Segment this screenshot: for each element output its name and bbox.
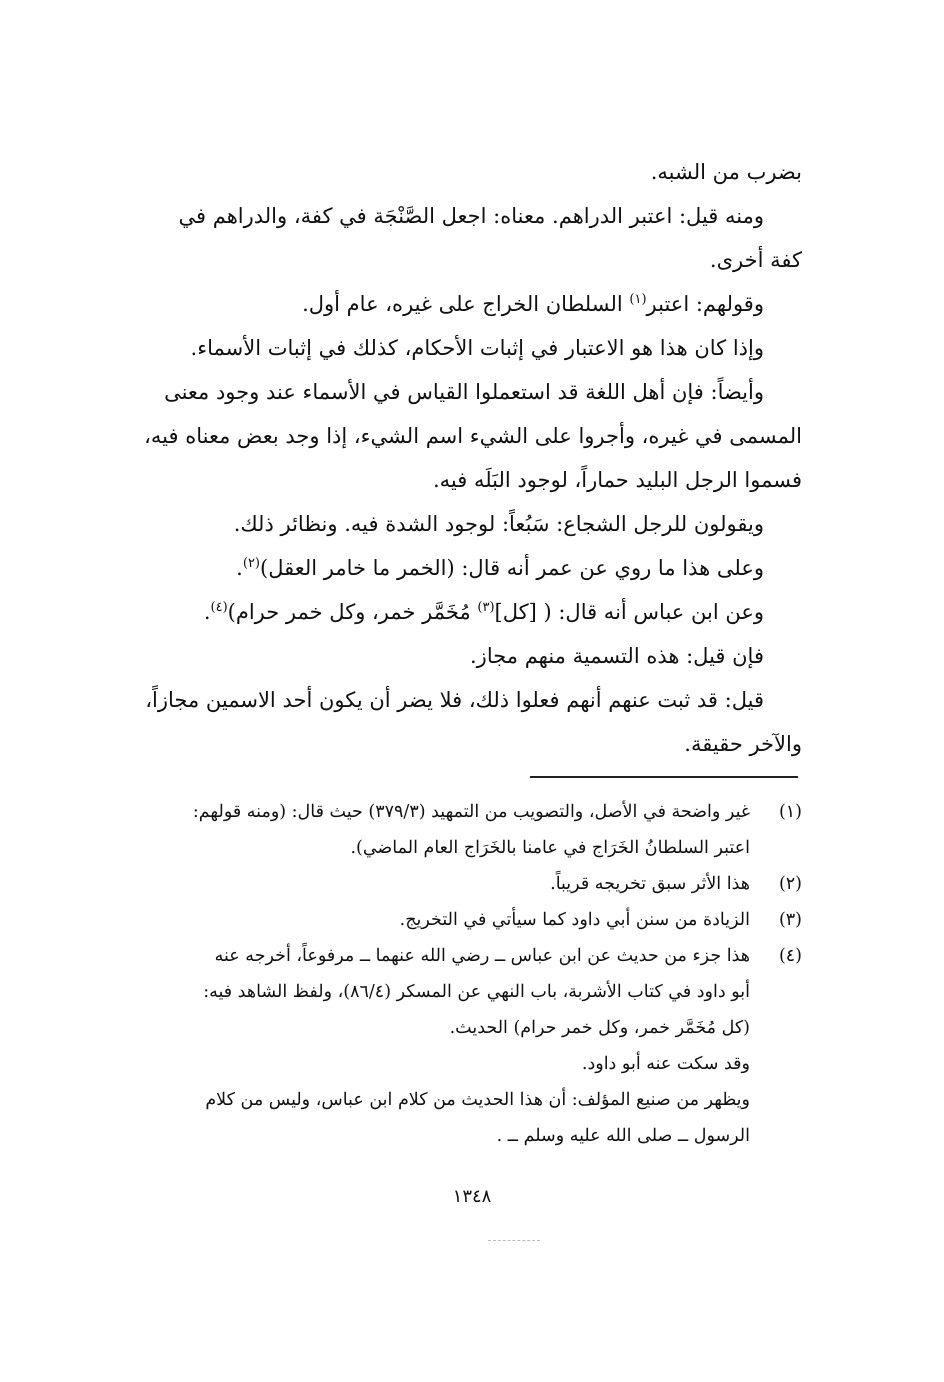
footnote bbox=[132, 902, 802, 938]
footnote-line: هذا الأثر سبق تخريجه قريباً. bbox=[550, 874, 750, 894]
text-fragment: مُخَمَّر خمر، وكل خمر حرام) bbox=[227, 600, 478, 624]
text-line: المسمى في غيره، وأجروا على الشيء اسم الشيء، إذا وجد بعض معناه فيه، bbox=[144, 424, 802, 448]
footnote-line: اعتبر السلطانُ الخَرَاج في عامنا بالخَرَاج العام الماضي). bbox=[350, 838, 750, 858]
text-line: فسموا الرجل البليد حماراً، لوجود البَلَه فيه. bbox=[432, 468, 802, 492]
footnote-line: وقد سكت عنه أبو داود. bbox=[581, 1054, 750, 1074]
text-fragment: . bbox=[236, 556, 243, 580]
footnote-number: (٣) bbox=[778, 910, 802, 930]
text-fragment: وعن ابن عباس أنه قال: ( [كل] bbox=[494, 600, 764, 624]
text-fragment: وعلى هذا ما روي عن عمر أنه قال: (الخمر ما خامر العقل) bbox=[260, 556, 764, 580]
text-line: بضرب من الشبه. bbox=[650, 160, 802, 184]
text-line: وإذا كان هذا هو الاعتبار في إثبات الأحكام، كذلك في إثبات الأسماء. bbox=[190, 336, 764, 360]
text-line: ويقولون للرجل الشجاع: سَبُعاً: لوجود الشدة فيه. ونظائر ذلك. bbox=[233, 512, 764, 536]
footnote-line: ويظهر من صنيع المؤلف: أن هذا الحديث من كلام ابن عباس، وليس من كلام bbox=[205, 1090, 750, 1110]
footnote-line: الزيادة من سنن أبي داود كما سيأتي في التخريج. bbox=[399, 910, 750, 930]
footnote-text bbox=[132, 902, 750, 938]
text-line: فإن قيل: هذه التسمية منهم مجاز. bbox=[470, 644, 764, 668]
footnote-line: هذا جزء من حديث عن ابن عباس ــ رضي الله عنهما ــ مرفوعاً، أخرجه عنه bbox=[214, 946, 750, 966]
footnote-number: (٢) bbox=[778, 874, 802, 894]
footnote-text bbox=[132, 938, 750, 1154]
footnote-number: (١) bbox=[778, 802, 802, 822]
footnote-line: أبو داود في كتاب الأشربة، باب النهي عن المسكر (٨٦/٤)، ولفظ الشاهد فيه: bbox=[203, 982, 750, 1002]
text-line bbox=[132, 590, 802, 634]
main-text bbox=[132, 150, 802, 766]
footnote-line: (كل مُخَمَّر خمر، وكل خمر حرام) الحديث. bbox=[449, 1018, 750, 1038]
text-fragment: السلطان الخراج على غيره، عام أول. bbox=[302, 292, 630, 316]
footnote-line: غير واضحة في الأصل، والتصويب من التمهيد (٣٧٩/٣) حيث قال: (ومنه قولهم: bbox=[192, 802, 750, 822]
footnotes bbox=[132, 794, 802, 1154]
text-line: والآخر حقيقة. bbox=[684, 732, 802, 756]
footnote-number: (٤) bbox=[778, 946, 802, 966]
footnote bbox=[132, 938, 802, 1154]
footnote-text bbox=[132, 866, 750, 902]
scan-artifact bbox=[488, 1240, 540, 1241]
footnote-reference: (٤) bbox=[210, 600, 228, 615]
footnote-reference: (٣) bbox=[477, 600, 495, 615]
footnote bbox=[132, 794, 802, 866]
footnote-separator bbox=[530, 776, 798, 778]
footnote-line: الرسول ــ صلى الله عليه وسلم ــ . bbox=[496, 1126, 750, 1146]
text-line bbox=[132, 546, 802, 590]
text-line: قيل: قد ثبت عنهم أنهم فعلوا ذلك، فلا يضر أن يكون أحد الاسمين مجازاً، bbox=[145, 688, 764, 712]
footnote-reference: (١) bbox=[629, 292, 647, 307]
page-number: ١٣٤٨ bbox=[452, 1186, 492, 1207]
text-line bbox=[132, 282, 802, 326]
text-fragment: وقولهم: اعتبر bbox=[646, 292, 764, 316]
text-line: وأيضاً: فإن أهل اللغة قد استعملوا القياس في الأسماء عند وجود معنى bbox=[164, 380, 764, 404]
footnote bbox=[132, 866, 802, 902]
footnote-text bbox=[132, 794, 750, 866]
text-fragment: . bbox=[203, 600, 211, 624]
footnote-reference: (٢) bbox=[242, 556, 260, 571]
text-line: كفة أخرى. bbox=[709, 248, 802, 272]
text-line: ومنه قيل: اعتبر الدراهم. معناه: اجعل الصَّنْجَة في كفة، والدراهم في bbox=[178, 204, 764, 228]
